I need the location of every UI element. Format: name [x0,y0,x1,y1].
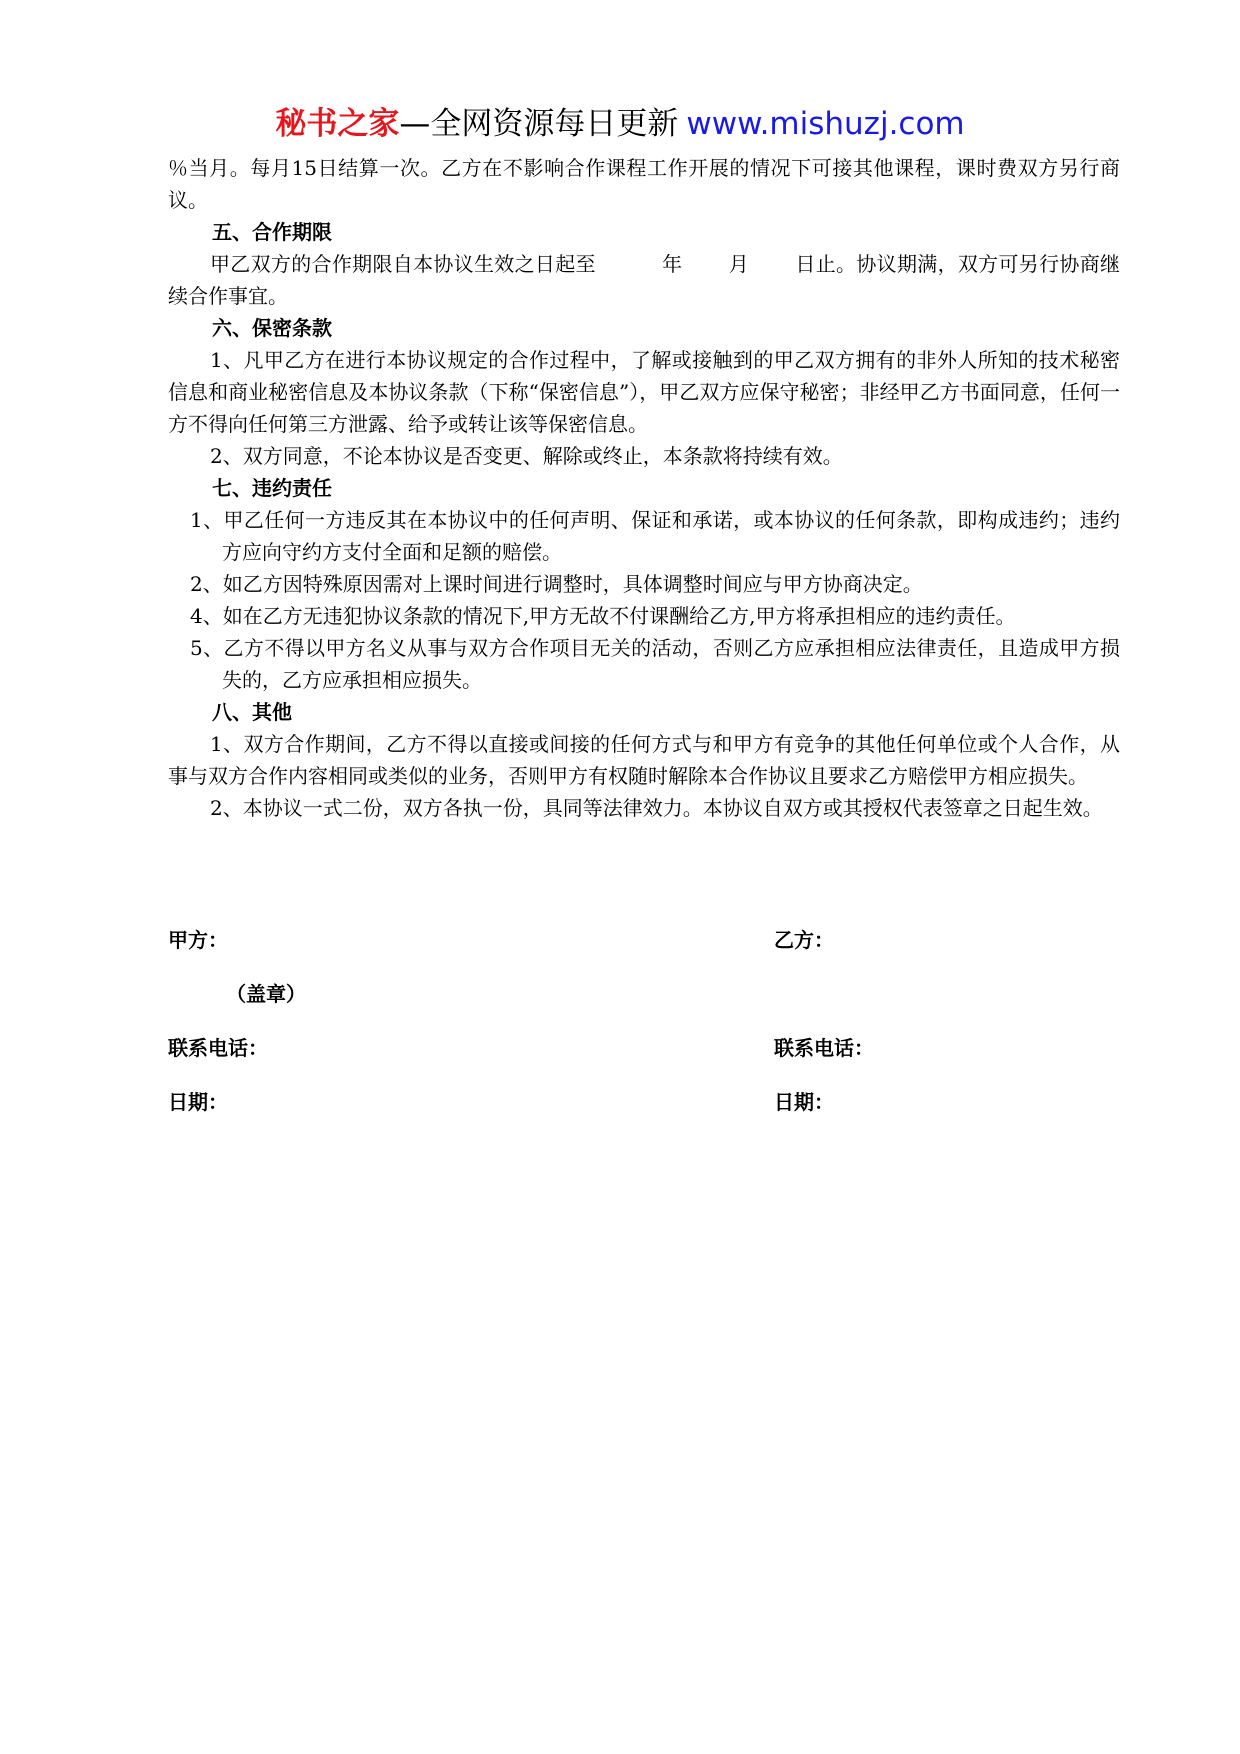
intro-paragraph: ％当月。每月15日结算一次。乙方在不影响合作课程工作开展的情况下可接其他课程，课时费双方另行商议。 [168,156,1120,212]
term-year: 年 [661,252,683,276]
party-a-date-label: 日期： [168,1090,228,1114]
section-6-item-2: 2、双方同意，不论本协议是否变更、解除或终止，本条款将持续有效。 [210,444,843,468]
party-b-date-label: 日期： [774,1090,834,1114]
banner-tagline: 全网资源每日更新 [430,106,679,142]
section-5-paragraph [168,248,1120,312]
section-6-title: 六、保密条款 [212,316,332,340]
document-body [168,152,1120,824]
term-text-end: 日止。协议期满，双方可另行协商继续合作事宜。 [168,252,1121,308]
section-7-item-4: 4、如在乙方无违犯协议条款的情况下,甲方无故不付课酬给乙方,甲方将承担相应的违约责任。 [190,604,1016,628]
section-5-title: 五、合作期限 [212,220,332,244]
section-8-title: 八、其他 [212,700,292,724]
party-a-phone-label: 联系电话： [168,1036,268,1060]
party-a-label: 甲方： [168,928,228,952]
section-8-item-1: 1、双方合作期间，乙方不得以直接或间接的任何方式与和甲方有竞争的其他任何单位或个人合作，从事与双方合作内容相同或类似的业务，否则甲方有权随时解除本合作协议且要求乙方赔偿甲方相应损失。 [168,732,1120,788]
party-b-label: 乙方： [774,928,834,952]
term-text-start: 甲乙双方的合作期限自本协议生效之日起至 [210,252,596,276]
section-7-title: 七、违约责任 [212,476,332,500]
site-url-link[interactable]: www.mishuzj.com [686,106,965,142]
section-7-item-1: 1、甲乙任何一方违反其在本协议中的任何声明、保证和承诺，或本协议的任何条款，即构成违约；违约方应向守约方支付全面和足额的赔偿。 [190,508,1120,564]
banner-dash: — [399,106,431,142]
section-8-item-2: 2、本协议一式二份，双方各执一份，具同等法律效力。本协议自双方或其授权代表签章之日起生效。 [210,796,1103,820]
section-7-item-2: 2、如乙方因特殊原因需对上课时间进行调整时，具体调整时间应与甲方协商决定。 [190,572,923,596]
party-b-phone-label: 联系电话： [774,1036,874,1060]
term-month: 月 [728,252,750,276]
section-6-item-1: 1、凡甲乙方在进行本协议规定的合作过程中，了解或接触到的甲乙双方拥有的非外人所知的技术秘密信息和商业秘密信息及本协议条款（下称“保密信息”），甲乙双方应保守秘密；非经甲乙方书面同意，任何一方不得向任何第三方泄露、给予或转让该等保密信息。 [168,348,1120,436]
site-banner [0,102,1240,146]
seal-label: （盖章） [226,982,306,1006]
section-7-item-5: 5、乙方不得以甲方名义从事与双方合作项目无关的活动，否则乙方应承担相应法律责任，且造成甲方损失的，乙方应承担相应损失。 [190,636,1120,692]
brand-name: 秘书之家 [275,106,400,142]
